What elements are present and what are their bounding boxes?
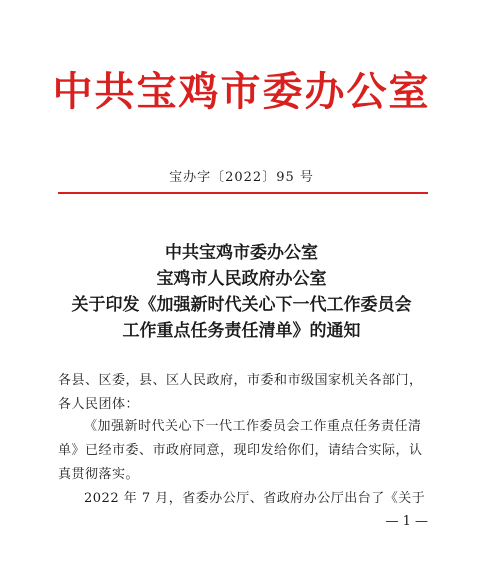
page-number: — 1 — — [385, 514, 428, 529]
title-line: 关于印发《加强新时代关心下一代工作委员会 — [71, 295, 412, 315]
title-line: 中共宝鸡市委办公室 — [165, 243, 318, 263]
recipients-paragraph: 各县、区委，县、区人民政府，市委和市级国家机关各部门，各人民团体： — [58, 373, 423, 412]
body-paragraph: 《加强新时代关心下一代工作委员会工作重点任务责任清单》已经市委、市政府同意，现印发给你们，请结合实际，认真贯彻落实。 — [58, 419, 423, 482]
document-number: 宝办字〔2022〕95 号 — [169, 170, 314, 185]
red-header-title: 中共宝鸡市委办公室 — [52, 68, 431, 115]
document-title — [0, 240, 483, 344]
title-line: 宝鸡市人民政府办公室 — [156, 269, 327, 289]
body-paragraph: 2022 年 7 月，省委办公厅、省政府办公厅出台了《关于 — [84, 491, 426, 506]
red-divider-line — [58, 192, 428, 194]
title-line: 工作重点任务责任清单》的通知 — [122, 321, 361, 341]
